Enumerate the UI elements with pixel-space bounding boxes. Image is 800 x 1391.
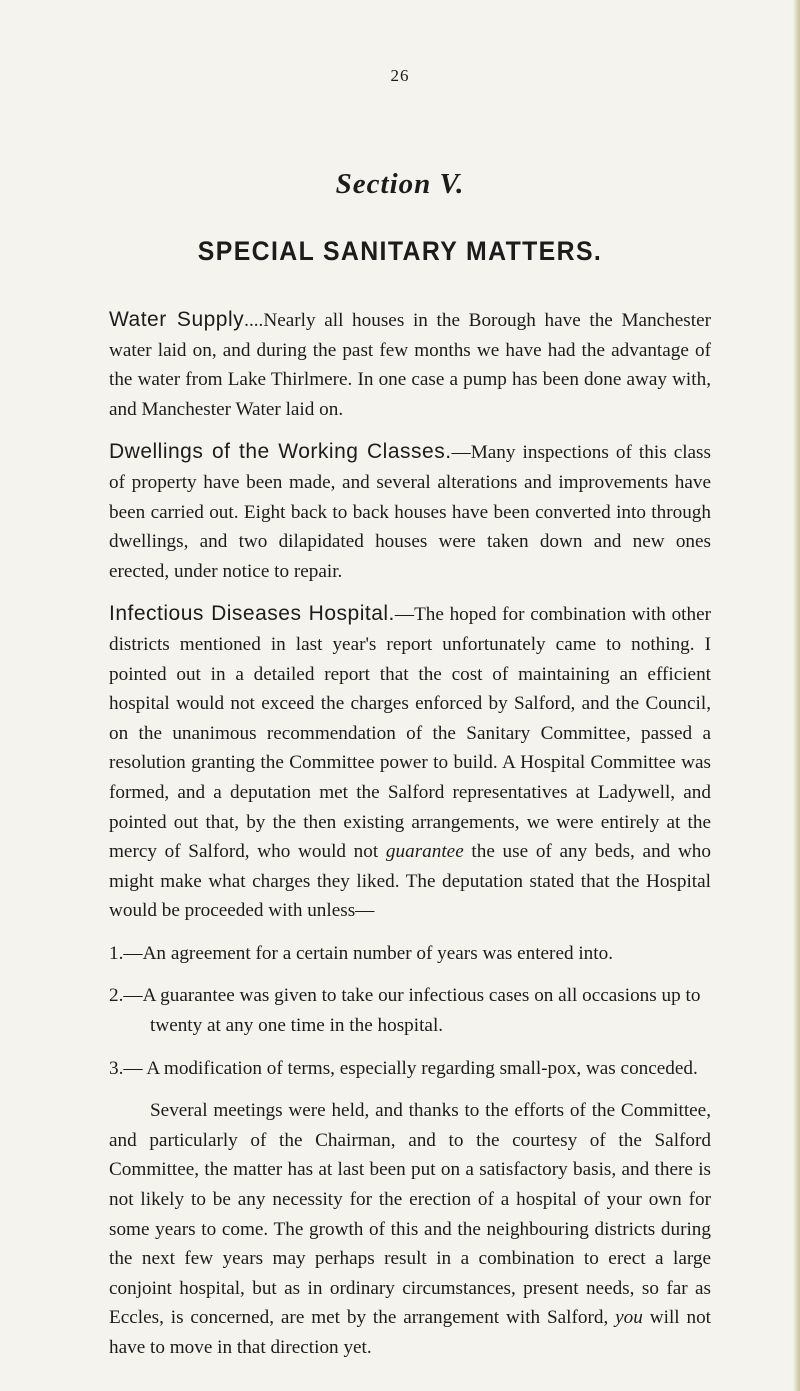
- list-item-text: —An agreement for a certain number of years was entered into.: [123, 942, 613, 964]
- list-item: [109, 981, 711, 1040]
- closing-text-before: Several meetings were held, and thanks to the efforts of the Committee, and particularly of the Chairman, and to the courtesy of the Salford Committee, the matter has at last been put on a satisfactory basis, and there is not likely to be any necessity for the erection of a hospital of your own for some years to come. The growth of this and the neighbouring districts during the next few years may perhaps result in a combination to erect a large conjoint hospital, but as in ordinary circumstances, present needs, so far as Eccles, is concerned, are met by the arrangement with Salford,: [109, 1100, 711, 1329]
- water-supply-heading: Water Supply: [109, 308, 245, 331]
- hospital-text-before: —The hoped for combination with other districts mentioned in last year's report unfortunately came to nothing. I pointed out in a detailed report that the cost of maintaining an efficient hospital would not exceed the charges enforced by Salford, and the Council, on the unanimous recommendation of the Sanitary Committee, passed a resolution granting the Committee power to build. A Hospital Committee was formed, and a deputation met the Salford representatives at Ladywell, and pointed out that, by the then existing arrangements, we were entirely at the mercy of Salford, who would not: [109, 604, 711, 863]
- list-item-number: 3.: [109, 1057, 124, 1079]
- closing-text-after: will not have to move in that direction yet.: [109, 1307, 711, 1358]
- paragraph-dwellings: [109, 437, 711, 586]
- hospital-heading: Infectious Diseases Hospital.: [109, 602, 395, 626]
- page-title: SPECIAL SANITARY MATTERS.: [197, 236, 603, 266]
- hospital-emphasis: guarantee: [385, 841, 464, 863]
- page-edge-shadow: [793, 0, 800, 1391]
- hospital-text-after: the use of any beds, and who might make what charges they liked. The deputation stated that the Hospital would be proceeded with unless—: [109, 841, 711, 922]
- paragraph-closing: [109, 1096, 711, 1362]
- list-item: [109, 939, 711, 969]
- page-number: 26: [390, 66, 410, 85]
- list-item-number: 1.: [109, 942, 124, 964]
- list-item-number: 2.: [109, 985, 124, 1007]
- closing-emphasis: you: [615, 1307, 643, 1329]
- list-item-text: —A guarantee was given to take our infectious cases on all occasions up to twenty at any one time in the hospital.: [123, 985, 701, 1037]
- list-item: [109, 1054, 711, 1084]
- dwellings-heading: Dwellings of the Working Classes.: [109, 440, 452, 464]
- paragraph-water-supply: [109, 305, 711, 424]
- body-text: [109, 305, 711, 1376]
- conditions-list: [109, 939, 711, 1083]
- paragraph-hospital: [109, 599, 711, 926]
- section-heading: Section V.: [335, 168, 465, 200]
- list-item-text: — A modification of terms, especially regarding small-pox, was conceded.: [123, 1057, 698, 1079]
- dwellings-text: —Many inspections of this class of property have been made, and several alterations and improvements have been carried out. Eight back to back houses have been converted into through dwellings, and two dilapidated houses were taken down and new ones erected, under notice to repair.: [109, 442, 711, 582]
- water-supply-text: ....Nearly all houses in the Borough have the Manchester water laid on, and during the past few months we have had the advantage of the water from Lake Thirlmere. In one case a pump has been done away with, and Manchester Water laid on.: [109, 310, 711, 420]
